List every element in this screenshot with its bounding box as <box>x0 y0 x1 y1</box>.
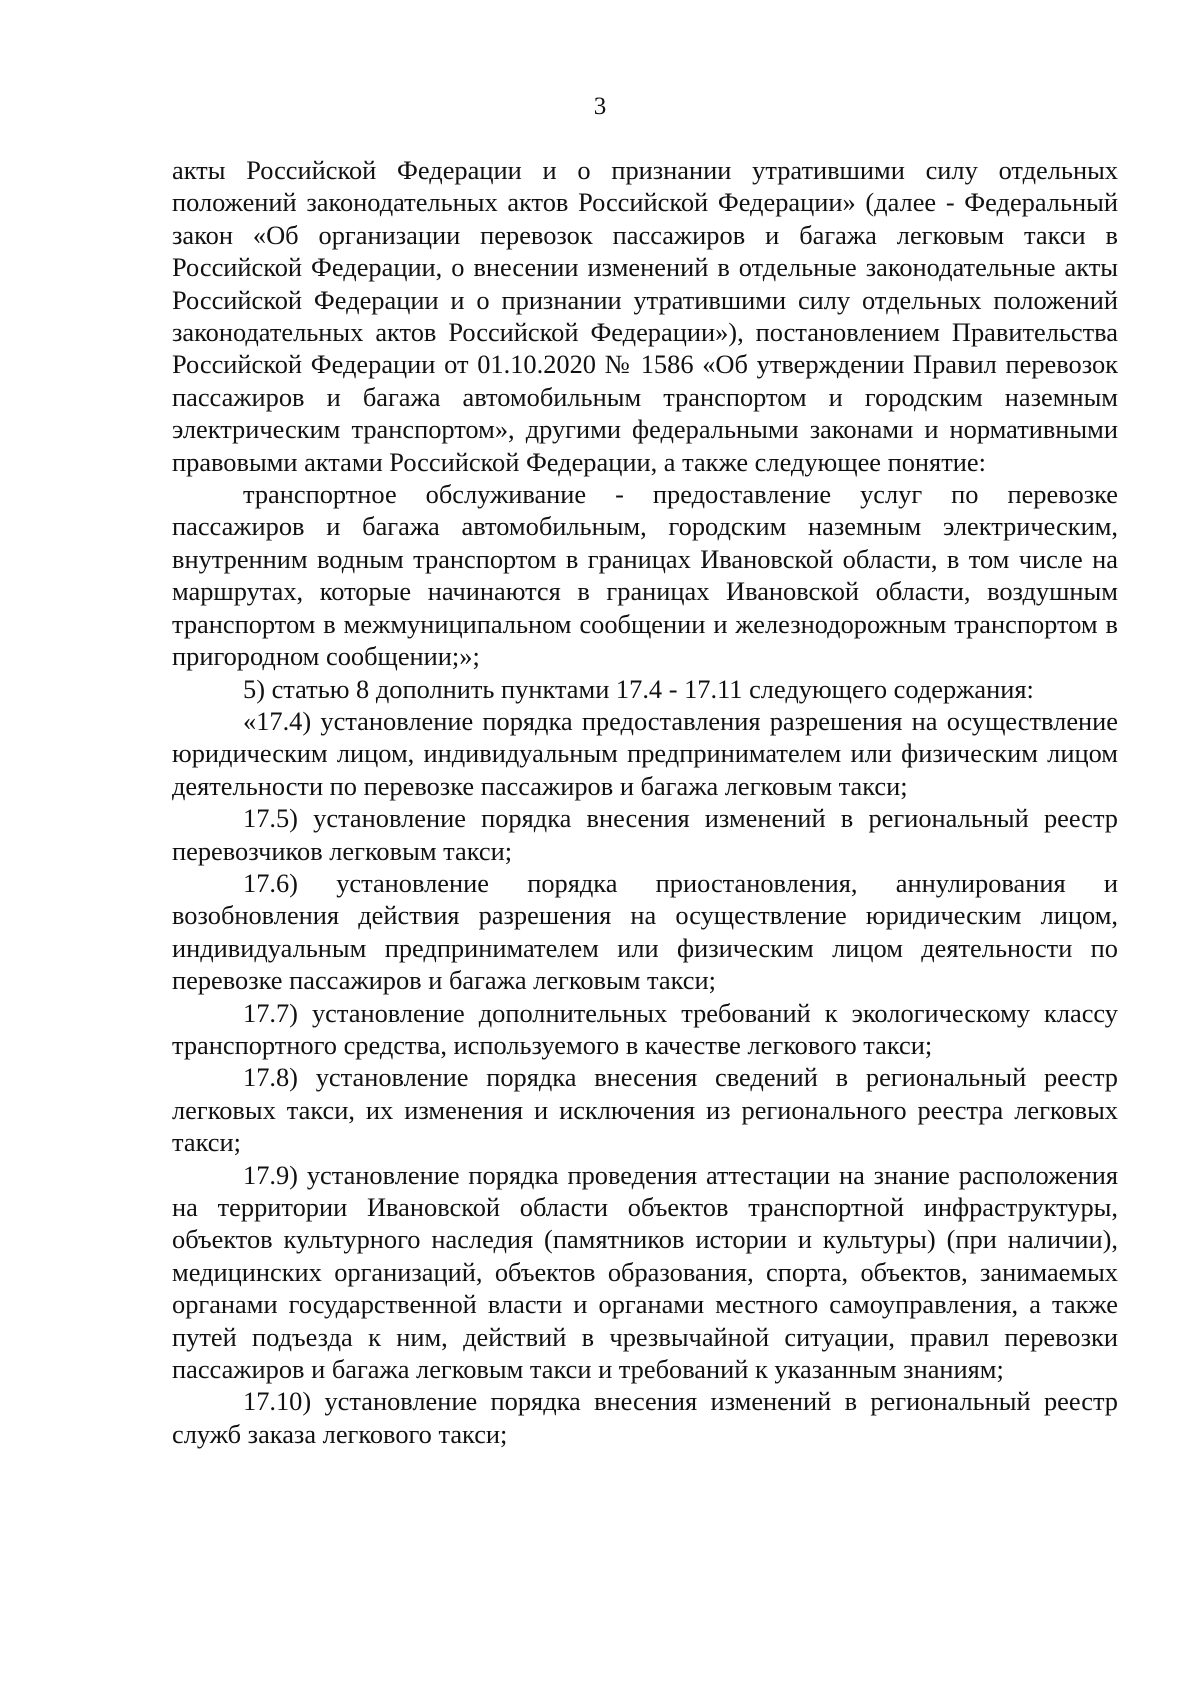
paragraph-intro-continuation: акты Российской Федерации и о признании утратившими силу отдельных положений законодательных актов Российской Федерации» (далее - Федеральный закон «Об организации перевозок пассажиров и багажа легковым такси в Российской Федерации, о внесении изменений в отдельные законодательные акты Российской Федерации и о признании утратившими силу отдельных положений законодательных актов Российской Федерации»), постановлением Правительства Российской Федерации от 01.10.2020 № 1586 «Об утверждении Правил перевозок пассажиров и багажа автомобильным транспортом и городским наземным электрическим транспортом», другими федеральными законами и нормативными правовыми актами Российской Федерации, а также следующее понятие: <box>172 155 1118 477</box>
paragraph-item-17-4: «17.4) установление порядка предоставления разрешения на осуществление юридическим лицом, индивидуальным предпринимателем или физическим лицом деятельности по перевозке пассажиров и багажа легковым такси; <box>172 705 1118 801</box>
document-body <box>172 154 1118 1450</box>
paragraph-item-17-10: 17.10) установление порядка внесения изменений в региональный реестр служб заказа легкового такси; <box>172 1386 1118 1449</box>
paragraph-item-17-7: 17.7) установление дополнительных требований к экологическому классу транспортного средства, используемого в качестве легкового такси; <box>172 997 1118 1060</box>
paragraph-item-17-8: 17.8) установление порядка внесения сведений в региональный реестр легковых такси, их изменения и исключения из регионального реестра легковых такси; <box>172 1062 1118 1158</box>
paragraph-definition-transport-service: транспортное обслуживание - предоставление услуг по перевозке пассажиров и багажа автомобильным, городским наземным электрическим, внутренним водным транспортом в границах Ивановской области, в том числе на маршрутах, которые начинаются в границах Ивановской области, воздушным транспортом в межмуниципальном сообщении и железнодорожным транспортом в пригородном сообщении;»; <box>172 479 1118 672</box>
paragraph-item-17-9: 17.9) установление порядка проведения аттестации на знание расположения на территории Ивановской области объектов транспортной инфраструктуры, объектов культурного наследия (памятников истории и культуры) (при наличии), медицинских организаций, объектов образования, спорта, объектов, занимаемых органами государственной власти и органами местного самоуправления, а также путей подъезда к ним, действий в чрезвычайной ситуации, правил перевозки пассажиров и багажа легковым такси и требований к указанным знаниям; <box>172 1159 1118 1385</box>
page-number: 3 <box>593 93 607 120</box>
paragraph-item-17-5: 17.5) установление порядка внесения изменений в региональный реестр перевозчиков легковым такси; <box>172 803 1118 866</box>
paragraph-item-17-6: 17.6) установление порядка приостановления, аннулирования и возобновления действия разрешения на осуществление юридическим лицом, индивидуальным предпринимателем или физическим лицом деятельности по перевозке пассажиров и багажа легковым такси; <box>172 867 1118 996</box>
paragraph-item-5: 5) статью 8 дополнить пунктами 17.4 - 17.11 следующего содержания: <box>243 673 1034 704</box>
